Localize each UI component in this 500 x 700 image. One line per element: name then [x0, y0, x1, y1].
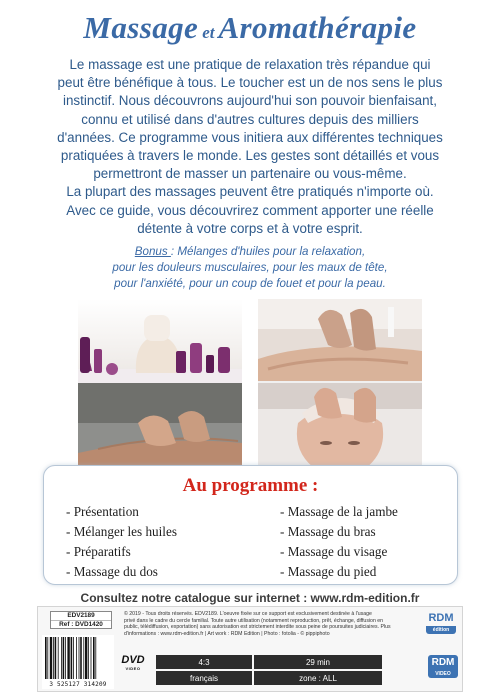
bonus-label: Bonus — [134, 245, 171, 258]
legal-notice — [124, 611, 424, 637]
program-item: - Présentation — [66, 504, 139, 519]
rdm-video-text: RDM — [428, 655, 458, 670]
program-item: - Mélanger les huiles — [66, 524, 177, 539]
cover-title — [0, 10, 500, 46]
program-item: - Massage du bras — [280, 524, 376, 539]
program-item: - Massage du visage — [280, 544, 388, 559]
program-item: - Préparatifs — [66, 544, 131, 559]
photo-back-massage — [258, 299, 422, 391]
intro-paragraph — [22, 56, 478, 238]
dvd-logo-text: DVD — [121, 654, 145, 666]
title-part-1: Massage — [83, 10, 199, 45]
intro-line: connu et utilisé dans d'autres cultures depuis des milliers — [81, 111, 419, 127]
intro-line: Le massage est une pratique de relaxation très répandue qui — [69, 57, 431, 72]
legal-line: public, télédiffusion, exportation) sans autorisation est strictement interdite sous peine de poursuites judiciaires. Plus — [124, 624, 391, 631]
dvd-logo-subtext: VIDEO — [125, 666, 141, 671]
rdm-edition-logo — [426, 611, 456, 643]
language-cell: français — [155, 670, 253, 686]
program-title: Au programme : — [182, 475, 319, 496]
intro-line: d'années. Ce programme vous initiera aux différentes techniques — [57, 129, 443, 145]
reference-box — [50, 611, 112, 629]
intro-line: Avec ce guide, vous découvrirez comment apporter une réelle — [66, 202, 434, 218]
duration-cell: 29 min — [253, 654, 383, 670]
intro-line: permettront de masser un partenaire ou vous-même. — [93, 166, 407, 182]
dvd-video-logo — [118, 654, 148, 670]
legal-line: © 2019 - Tous droits réservés. EDV2189. L'oeuvre fixée sur ce support est exclusivement destinée à l'usage — [124, 611, 372, 617]
barcode — [42, 635, 114, 689]
technical-specs-table — [154, 653, 384, 687]
barcode-bars-icon — [42, 635, 114, 681]
title-part-2: Aromathérapie — [218, 10, 417, 45]
intro-line: détente à votre corps et à votre esprit. — [137, 220, 363, 236]
program-item: - Massage du pied — [280, 564, 377, 579]
intro-line: instinctif. Nous découvrons aujourd'hui son pouvoir bienfaisant, — [63, 93, 437, 109]
bonus-line — [40, 244, 460, 260]
program-list-left — [66, 502, 177, 582]
intro-line: La plupart des massages peuvent être pratiqués n'importe où. — [66, 184, 434, 200]
title-connector: et — [202, 23, 215, 42]
barcode-digits: 3 525127 314209 — [49, 681, 107, 688]
bonus-line-3: pour l'anxiété, pour un coup de fouet et pour la peau. — [114, 277, 386, 290]
program-list-right — [280, 502, 398, 582]
program-item: - Massage de la jambe — [280, 504, 398, 519]
photo-leg-massage — [78, 383, 242, 475]
format-cell: 4:3 — [155, 654, 253, 670]
bonus-line-1: : Mélanges d'huiles pour la relaxation, — [170, 245, 366, 258]
rdm-video-logo — [428, 655, 458, 685]
intro-line: peut être bénéfique à tous. Le toucher est un de nos sens le plus — [57, 75, 443, 91]
reference-code: EDV2189 — [51, 612, 111, 621]
footer-legal-panel — [37, 606, 463, 692]
intro-line: pratiquées à travers le monde. Les gestes sont détaillés et vous — [60, 148, 440, 164]
catalog-link-text: Consultez notre catalogue sur internet : www.rdm-edition.fr — [80, 591, 420, 605]
legal-line: privé dans le cadre du cercle familial. Toute autre utilisation (notamment reproduction, prêt, échange, diffusion en — [124, 617, 384, 624]
zone-cell: zone : ALL — [253, 670, 383, 686]
photo-aromatherapy-bottles — [78, 299, 242, 391]
rdm-edition-subtext: édition — [426, 626, 456, 634]
photo-face-massage — [258, 383, 422, 475]
rdm-video-subtext: VIDEO — [428, 670, 458, 678]
legal-line: d'informations : www.rdm-edition.fr | Art work : RDM Edition | Photo : fotolia - © pippiphoto — [124, 630, 330, 637]
program-box — [43, 465, 458, 585]
program-item: - Massage du dos — [66, 564, 158, 579]
bonus-text — [40, 244, 460, 292]
reference-dvd: Ref : DVD1420 — [59, 621, 103, 628]
bonus-line-2: pour les douleurs musculaires, pour les maux de tête, — [112, 261, 388, 274]
rdm-edition-text: RDM — [428, 612, 454, 624]
